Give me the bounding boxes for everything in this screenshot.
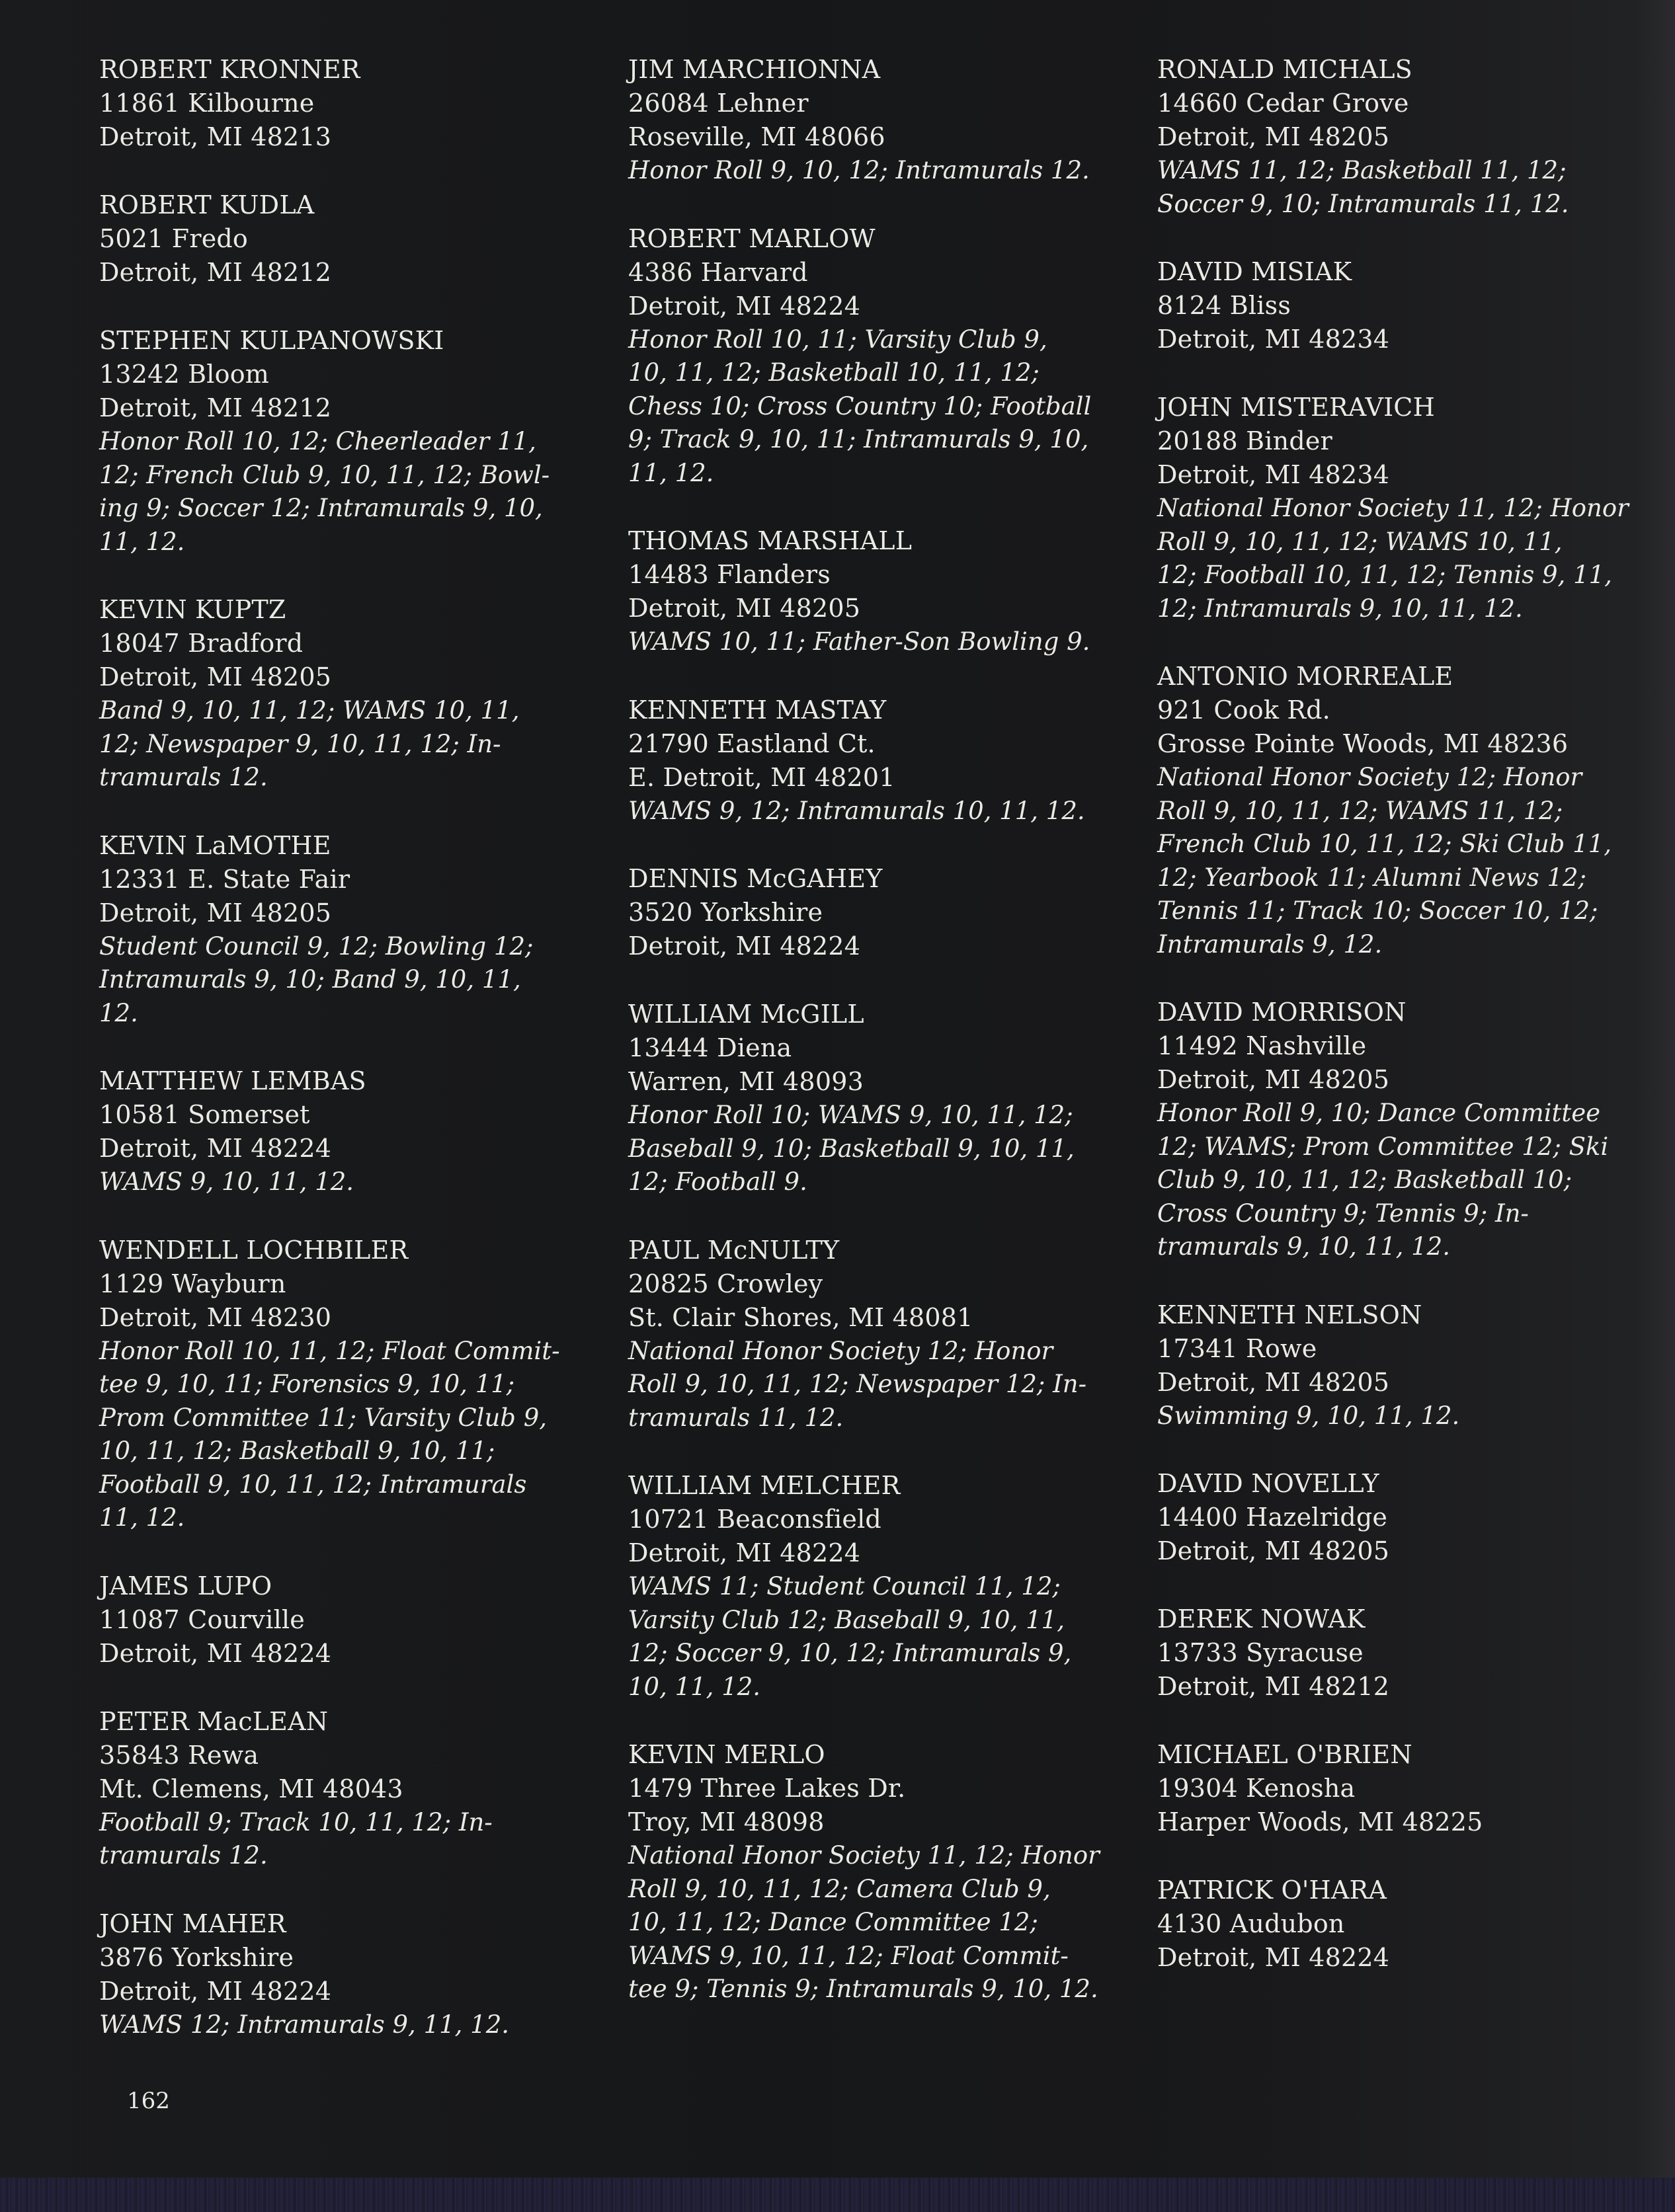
street-address: 26084 Lehner — [628, 89, 809, 118]
street-address: 8124 Bliss — [1157, 291, 1291, 320]
city-state-zip: Detroit, MI 48234 — [1157, 325, 1390, 354]
activities-list: WAMS 12; Intramurals 9, 11, 12. — [99, 2010, 510, 2039]
street-address: 35843 Rewa — [99, 1740, 259, 1770]
student-entry — [628, 53, 1118, 188]
city-state-zip: Detroit, MI 48224 — [1157, 1943, 1390, 1972]
student-entry — [99, 593, 589, 795]
city-state-zip: Warren, MI 48093 — [628, 1067, 864, 1096]
activities-list: National Honor Society 11, 12; Honor Roll 9, 10, 11, 12; Camera Club 9, 10, 11, 12; Dance Committee 12; WAMS 9, 10, 11, 12; Float Commit- tee 9; Tennis 9; Intramurals 9, 10, 12. — [628, 1841, 1100, 2003]
student-entry — [1157, 1298, 1647, 1433]
student-name: THOMAS MARSHALL — [628, 526, 913, 555]
street-address: 12331 E. State Fair — [99, 864, 350, 894]
student-name: MICHAEL O'BRIEN — [1157, 1740, 1412, 1769]
student-name: JOHN MISTERAVICH — [1157, 393, 1435, 422]
city-state-zip: Detroit, MI 48205 — [1157, 122, 1390, 151]
student-entry — [99, 1234, 589, 1535]
activities-list: Honor Roll 9, 10; Dance Committee 12; WAMS; Prom Committee 12; Ski Club 9, 10, 11, 12; Basketball 10; Cross Country 9; Tennis 9; In- tramurals 9, 10, 11, 12. — [1157, 1099, 1609, 1261]
activities-list: Honor Roll 10, 12; Cheerleader 11, 12; French Club 9, 10, 11, 12; Bowl- ing 9; Soccer 12; Intramurals 9, 10, 11, 12. — [99, 427, 550, 556]
column-middle — [628, 53, 1118, 2041]
student-entry — [628, 1738, 1118, 2006]
street-address: 14660 Cedar Grove — [1157, 89, 1409, 118]
student-name: DENNIS McGAHEY — [628, 864, 883, 893]
student-entry — [99, 324, 589, 559]
student-entry — [99, 1907, 589, 2042]
street-address: 921 Cook Rd. — [1157, 695, 1330, 725]
student-name: JIM MARCHIONNA — [628, 55, 881, 84]
student-entry — [99, 1064, 589, 1199]
street-address: 11861 Kilbourne — [99, 89, 315, 118]
activities-list: WAMS 11, 12; Basketball 11, 12; Soccer 9, 10; Intramurals 11, 12. — [1157, 156, 1569, 218]
activities-list: Honor Roll 10; WAMS 9, 10, 11, 12; Baseball 9, 10; Basketball 9, 10, 11, 12; Football 9. — [628, 1101, 1075, 1196]
city-state-zip: Detroit, MI 48212 — [99, 258, 332, 287]
city-state-zip: Detroit, MI 48234 — [1157, 460, 1390, 489]
student-entry — [628, 998, 1118, 1199]
street-address: 13444 Diena — [628, 1033, 792, 1062]
student-entry — [99, 1705, 589, 1873]
city-state-zip: Detroit, MI 48205 — [99, 662, 332, 691]
activities-list: Honor Roll 9, 10, 12; Intramurals 12. — [628, 156, 1090, 184]
student-name: MATTHEW LEMBAS — [99, 1066, 366, 1095]
student-name: DAVID MORRISON — [1157, 998, 1407, 1027]
activities-list: WAMS 10, 11; Father-Son Bowling 9. — [628, 627, 1090, 656]
student-name: ROBERT KRONNER — [99, 55, 360, 84]
column-right — [1157, 53, 1647, 2009]
student-name: ANTONIO MORREALE — [1157, 662, 1453, 691]
student-entry — [99, 53, 589, 154]
student-entry — [628, 1469, 1118, 1704]
student-name: ROBERT MARLOW — [628, 223, 876, 253]
activities-list: Swimming 9, 10, 11, 12. — [1157, 1401, 1460, 1430]
city-state-zip: Detroit, MI 48224 — [628, 1538, 861, 1567]
activities-list: WAMS 11; Student Council 11, 12; Varsity Club 12; Baseball 9, 10, 11, 12; Soccer 9, 10, 12; Intramurals 9, 10, 11, 12. — [628, 1572, 1072, 1701]
city-state-zip: Detroit, MI 48224 — [628, 291, 861, 321]
activities-list: Honor Roll 10, 11; Varsity Club 9, 10, 11, 12; Basketball 10, 11, 12; Chess 10; Cross Country 10; Football 9; Track 9, 10, 11; Intramurals 9, 10, 11, 12. — [628, 325, 1092, 487]
city-state-zip: Detroit, MI 48224 — [628, 931, 861, 961]
city-state-zip: Detroit, MI 48205 — [628, 594, 861, 623]
activities-list: Football 9; Track 10, 11, 12; In- tramurals 12. — [99, 1807, 493, 1870]
student-entry — [99, 188, 589, 290]
student-name: PATRICK O'HARA — [1157, 1876, 1387, 1905]
student-entry — [628, 862, 1118, 963]
street-address: 19304 Kenosha — [1157, 1774, 1356, 1803]
student-name: JAMES LUPO — [99, 1571, 272, 1600]
student-entry — [628, 524, 1118, 659]
activities-list: Band 9, 10, 11, 12; WAMS 10, 11, 12; Newspaper 9, 10, 11, 12; In- tramurals 12. — [99, 696, 520, 791]
city-state-zip: Detroit, MI 48224 — [99, 1638, 332, 1668]
street-address: 4130 Audubon — [1157, 1909, 1345, 1938]
student-name: PAUL McNULTY — [628, 1235, 840, 1265]
street-address: 10721 Beaconsfield — [628, 1505, 881, 1534]
street-address: 3520 Yorkshire — [628, 898, 823, 927]
page-number: 162 — [127, 2088, 170, 2114]
student-name: WENDELL LOCHBILER — [99, 1235, 409, 1265]
activities-list: National Honor Society 11, 12; Honor Roll 9, 10, 11, 12; WAMS 10, 11, 12; Football 10, 11, 12; Tennis 9, 11, 12; Intramurals 9, 10, 11, 12. — [1157, 494, 1629, 623]
city-state-zip: Detroit, MI 48205 — [1157, 1367, 1390, 1397]
street-address: 3876 Yorkshire — [99, 1942, 294, 1972]
city-state-zip: Detroit, MI 48205 — [1157, 1536, 1390, 1565]
student-entry — [1157, 53, 1647, 221]
student-name: RONALD MICHALS — [1157, 55, 1412, 84]
city-state-zip: Harper Woods, MI 48225 — [1157, 1807, 1483, 1837]
student-entry — [1157, 255, 1647, 356]
street-address: 5021 Fredo — [99, 224, 249, 253]
student-entry — [1157, 1738, 1647, 1839]
activities-list: National Honor Society 12; Honor Roll 9, 10, 11, 12; WAMS 11, 12; French Club 10, 11, 12; Ski Club 11, 12; Yearbook 11; Alumni News 12; Tennis 11; Track 10; Soccer 10, 12; Intramurals 9, 12. — [1157, 763, 1612, 959]
city-state-zip: E. Detroit, MI 48201 — [628, 762, 895, 792]
activities-list: National Honor Society 12; Honor Roll 9, 10, 11, 12; Newspaper 12; In- tramurals 11, 12. — [628, 1336, 1087, 1432]
student-name: KENNETH NELSON — [1157, 1300, 1422, 1329]
street-address: 1129 Wayburn — [99, 1269, 286, 1298]
student-name: JOHN MAHER — [99, 1909, 286, 1938]
student-entry — [628, 693, 1118, 828]
student-name: DAVID MISIAK — [1157, 257, 1352, 286]
street-address: 20188 Binder — [1157, 426, 1332, 455]
city-state-zip: Detroit, MI 48212 — [99, 393, 332, 422]
student-entry — [99, 829, 589, 1031]
street-address: 11087 Courville — [99, 1604, 305, 1634]
student-name: DAVID NOVELLY — [1157, 1469, 1379, 1498]
student-entry — [1157, 391, 1647, 625]
student-entry — [1157, 996, 1647, 1264]
street-address: 21790 Eastland Ct. — [628, 729, 876, 758]
city-state-zip: St. Clair Shores, MI 48081 — [628, 1302, 973, 1332]
student-name: DEREK NOWAK — [1157, 1604, 1366, 1634]
city-state-zip: Detroit, MI 48205 — [1157, 1065, 1390, 1094]
student-entry — [1157, 660, 1647, 961]
city-state-zip: Detroit, MI 48224 — [99, 1134, 332, 1163]
student-name: KEVIN KUPTZ — [99, 595, 286, 624]
street-address: 17341 Rowe — [1157, 1333, 1317, 1363]
student-name: KEVIN LaMOTHE — [99, 830, 331, 860]
student-entry — [1157, 1467, 1647, 1568]
student-name: STEPHEN KULPANOWSKI — [99, 326, 444, 355]
student-name: KENNETH MASTAY — [628, 695, 887, 725]
student-name: WILLIAM McGILL — [628, 1000, 864, 1029]
street-address: 13733 Syracuse — [1157, 1638, 1364, 1667]
city-state-zip: Mt. Clemens, MI 48043 — [99, 1774, 403, 1803]
student-entry — [1157, 1874, 1647, 1975]
activities-list: Honor Roll 10, 11, 12; Float Commit- tee 9, 10, 11; Forensics 9, 10, 11; Prom Committee 11; Varsity Club 9, 10, 11, 12; Basketball 9, 10, 11; Football 9, 10, 11, 12; Intramurals 11, 12. — [99, 1336, 560, 1532]
street-address: 10581 Somerset — [99, 1100, 310, 1129]
city-state-zip: Detroit, MI 48212 — [1157, 1672, 1390, 1701]
street-address: 1479 Three Lakes Dr. — [628, 1774, 906, 1803]
page-edge-bottom — [0, 2178, 1675, 2212]
activities-list: Student Council 9, 12; Bowling 12; Intramurals 9, 10; Band 9, 10, 11, 12. — [99, 931, 534, 1027]
student-entry — [628, 1234, 1118, 1435]
city-state-zip: Detroit, MI 48230 — [99, 1302, 332, 1332]
student-name: WILLIAM MELCHER — [628, 1471, 901, 1500]
street-address: 11492 Nashville — [1157, 1031, 1367, 1060]
city-state-zip: Detroit, MI 48205 — [99, 898, 332, 928]
activities-list: WAMS 9, 10, 11, 12. — [99, 1167, 354, 1196]
street-address: 18047 Bradford — [99, 629, 304, 658]
student-name: KEVIN MERLO — [628, 1740, 825, 1769]
city-state-zip: Detroit, MI 48213 — [99, 122, 332, 151]
student-name: ROBERT KUDLA — [99, 190, 315, 219]
column-left — [99, 53, 589, 2076]
street-address: 13242 Bloom — [99, 360, 270, 389]
street-address: 4386 Harvard — [628, 257, 808, 287]
activities-list: WAMS 9, 12; Intramurals 10, 11, 12. — [628, 796, 1085, 825]
street-address: 20825 Crowley — [628, 1269, 823, 1298]
student-entry — [99, 1569, 589, 1671]
student-name: PETER MacLEAN — [99, 1706, 329, 1736]
street-address: 14400 Hazelridge — [1157, 1503, 1388, 1532]
city-state-zip: Detroit, MI 48224 — [99, 1976, 332, 2006]
city-state-zip: Troy, MI 48098 — [628, 1807, 825, 1837]
student-entry — [1157, 1602, 1647, 1704]
city-state-zip: Roseville, MI 48066 — [628, 122, 885, 151]
street-address: 14483 Flanders — [628, 560, 831, 589]
student-entry — [628, 222, 1118, 491]
city-state-zip: Grosse Pointe Woods, MI 48236 — [1157, 729, 1569, 758]
